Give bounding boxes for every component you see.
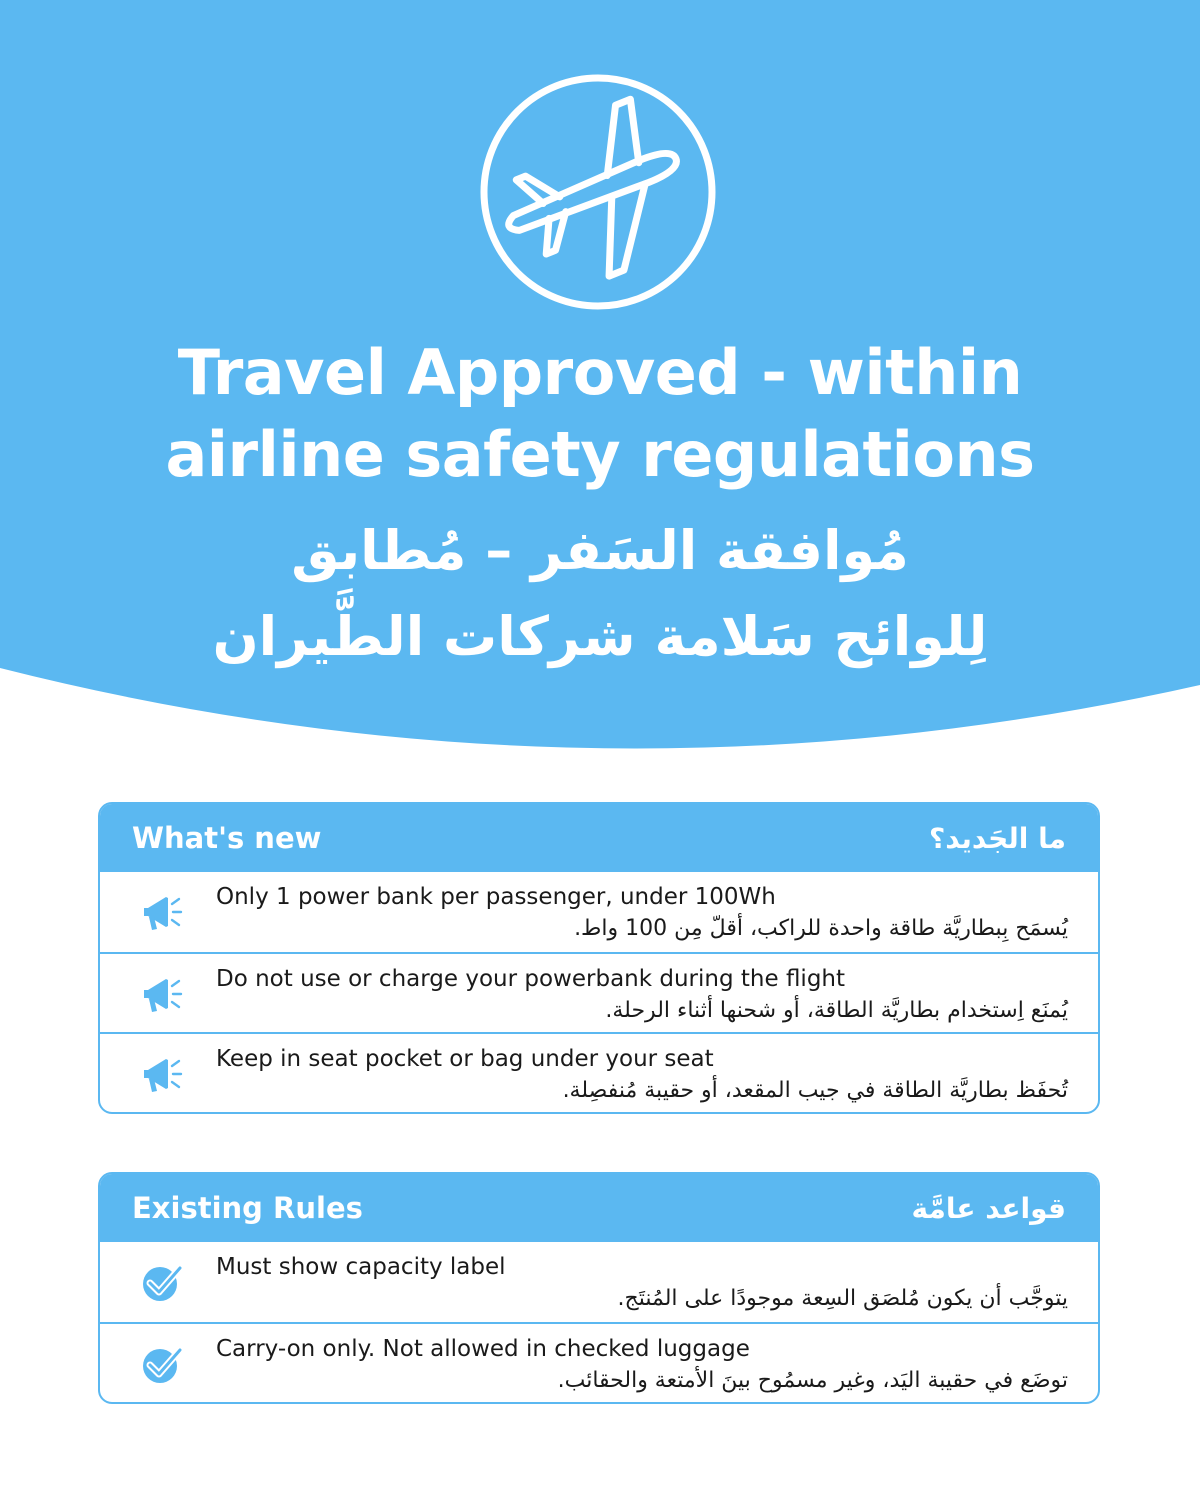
list-item <box>100 952 1098 1032</box>
item-text-arabic: توضَع في حقيبة اليَد، وغير مسمُوح بينَ الأمتعة والحقائب. <box>557 1368 1068 1393</box>
item-text-english: Only 1 power bank per passenger, under 100Wh <box>216 884 776 910</box>
hero-title-line-2: airline safety regulations <box>165 418 1035 491</box>
item-text-arabic: تُحفَظ بطاريَّة الطاقة في جيب المقعد، أو حقيبة مُنفصِلة. <box>562 1078 1068 1103</box>
megaphone-icon <box>138 888 186 936</box>
airplane-icon <box>478 72 718 312</box>
whats-new-card <box>98 802 1100 1114</box>
hero-title-line-1: Travel Approved - within <box>177 336 1023 409</box>
megaphone-icon <box>138 1050 186 1098</box>
list-item <box>100 872 1098 952</box>
item-text-arabic: يتوجَّب أن يكون مُلصَق السِعة موجودًا على المُنتَج. <box>617 1286 1068 1311</box>
check-badge-icon <box>138 1340 186 1388</box>
check-badge-icon <box>138 1258 186 1306</box>
item-text-english: Carry-on only. Not allowed in checked luggage <box>216 1336 750 1362</box>
existing-rules-card <box>98 1172 1100 1404</box>
list-item <box>100 1322 1098 1402</box>
list-item <box>100 1032 1098 1112</box>
item-text-english: Must show capacity label <box>216 1254 506 1280</box>
item-text-english: Do not use or charge your powerbank during the flight <box>216 966 846 992</box>
existing-rules-header <box>100 1174 1098 1242</box>
existing-rules-title: Existing Rules <box>132 1191 363 1225</box>
hero-title-arabic <box>0 508 1200 680</box>
list-item <box>100 1242 1098 1322</box>
hero-title-arabic-line-1: مُوافقة السَفر – مُطابق <box>291 519 909 582</box>
item-text-arabic: يُمنَع اِستخدام بطاريَّة الطاقة، أو شحنها أثناء الرحلة. <box>605 998 1068 1023</box>
item-text-english: Keep in seat pocket or bag under your seat <box>216 1046 714 1072</box>
whats-new-title: What's new <box>132 821 322 855</box>
whats-new-title-arabic: ما الجَديد؟ <box>929 821 1066 855</box>
existing-rules-title-arabic: قواعد عامَّة <box>911 1191 1066 1225</box>
hero-title-arabic-line-2: لِلوائح سَلامة شركات الطَّيران <box>212 605 988 668</box>
item-text-arabic: يُسمَح بِبطاريَّة طاقة واحدة للراكب، أقلّ مِن 100 واط. <box>574 916 1068 941</box>
hero-title <box>0 332 1200 496</box>
megaphone-icon <box>138 970 186 1018</box>
whats-new-header <box>100 804 1098 872</box>
